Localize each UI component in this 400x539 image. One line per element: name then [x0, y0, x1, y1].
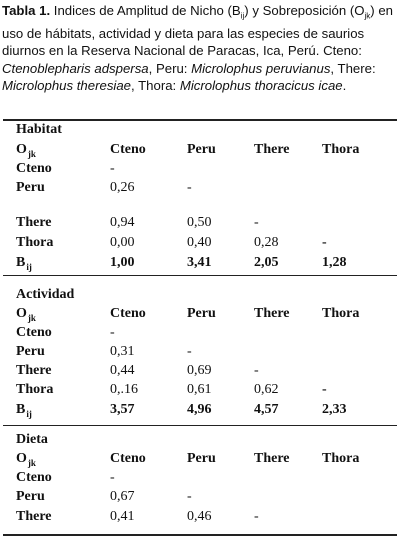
table-cell: -: [110, 325, 115, 340]
table-cell: 0,.16: [110, 382, 138, 397]
breadth-label-subscript: ij: [26, 409, 32, 419]
column-header: There: [254, 451, 290, 466]
row-label: Cteno: [16, 161, 52, 176]
table-cell: -: [254, 509, 259, 524]
column-header: Cteno: [110, 451, 146, 466]
overlap-header-subscript: jk: [27, 313, 36, 323]
table-cell: -: [254, 215, 259, 230]
table-caption: [2, 2, 398, 95]
caption-text: , Thora:: [131, 78, 180, 94]
table-cell: -: [187, 489, 192, 504]
breadth-value: 4,96: [187, 402, 212, 417]
species-name: Microlophus theresiae: [2, 78, 132, 94]
section-title: Dieta: [16, 432, 48, 447]
column-header: There: [254, 306, 290, 321]
table-cell: 0,28: [254, 235, 279, 250]
species-name: Microlophus peruvianus: [191, 60, 331, 76]
caption-text: ) en uso de hábitats, actividad y dieta para las especies de saurios diurnos en la Reserva Nacional de Paracas, Ica, Perú. Cteno:: [2, 3, 394, 59]
row-label: Thora: [16, 235, 54, 250]
breadth-value: 4,57: [254, 402, 279, 417]
column-header: Thora: [322, 451, 360, 466]
table-cell: 0,00: [110, 235, 135, 250]
table-cell: 0,61: [187, 382, 212, 397]
breadth-label-subscript: ij: [26, 262, 32, 272]
row-label: Peru: [16, 489, 45, 504]
column-header: There: [254, 142, 290, 157]
caption-text: , There:: [330, 60, 376, 76]
overlap-header: $O_{jk}$: [16, 306, 36, 323]
section-title: Habitat: [16, 122, 62, 137]
breadth-label: $B_{ij}$: [16, 255, 32, 272]
table-cell: -: [187, 344, 192, 359]
overlap-header-subscript: jk: [27, 149, 36, 159]
column-header: Peru: [187, 451, 216, 466]
table-cell: 0,46: [187, 509, 212, 524]
section-title: Actividad: [16, 287, 75, 302]
species-name: Ctenoblepharis adspersa: [2, 60, 149, 76]
table-cell: 0,62: [254, 382, 279, 397]
breadth-value: 3,41: [187, 255, 212, 270]
caption-label: Tabla 1.: [2, 3, 51, 18]
row-label: There: [16, 509, 52, 524]
caption-subscript: ij: [240, 11, 245, 21]
column-header: Thora: [322, 142, 360, 157]
row-label: Peru: [16, 180, 45, 195]
table-cell: 0,40: [187, 235, 212, 250]
table-rule: [3, 425, 397, 426]
table-cell: -: [110, 470, 115, 485]
breadth-value: 1,28: [322, 255, 347, 270]
column-header: Cteno: [110, 306, 146, 321]
table-cell: 0,94: [110, 215, 135, 230]
table-cell: 0,44: [110, 363, 135, 378]
breadth-value: 2,33: [322, 402, 347, 417]
table-cell: 0,50: [187, 215, 212, 230]
row-label: Cteno: [16, 470, 52, 485]
row-label: Cteno: [16, 325, 52, 340]
breadth-value: 2,05: [254, 255, 279, 270]
caption-text: Indices de Amplitud de Nicho (B: [50, 3, 241, 18]
table-cell: -: [110, 161, 115, 176]
table-cell: 0,31: [110, 344, 135, 359]
column-header: Cteno: [110, 142, 146, 157]
overlap-header: $O_{jk}$: [16, 451, 36, 468]
table-cell: 0,69: [187, 363, 212, 378]
table-rule: [3, 275, 397, 276]
table-cell: -: [322, 382, 327, 397]
row-label: There: [16, 215, 52, 230]
table-rule: [3, 534, 397, 536]
species-name: Microlophus thoracicus icae: [179, 78, 343, 94]
table-cell: 0,26: [110, 180, 135, 195]
overlap-header-subscript: jk: [27, 458, 36, 468]
table-cell: -: [254, 363, 259, 378]
caption-text: .: [342, 78, 347, 94]
table-cell: -: [322, 235, 327, 250]
column-header: Peru: [187, 306, 216, 321]
breadth-value: 3,57: [110, 402, 135, 417]
table-rule: [3, 119, 397, 121]
row-label: Thora: [16, 382, 54, 397]
row-label: There: [16, 363, 52, 378]
overlap-header: $O_{jk}$: [16, 142, 36, 159]
row-label: Peru: [16, 344, 45, 359]
caption-text: , Peru:: [148, 60, 192, 76]
table-cell: -: [187, 180, 192, 195]
column-header: Peru: [187, 142, 216, 157]
table-cell: 0,41: [110, 509, 135, 524]
column-header: Thora: [322, 306, 360, 321]
caption-text: ) y Sobreposición (O: [244, 3, 365, 18]
breadth-label: $B_{ij}$: [16, 402, 32, 419]
caption-subscript: jk: [364, 11, 371, 21]
table-cell: 0,67: [110, 489, 135, 504]
breadth-value: 1,00: [110, 255, 135, 270]
